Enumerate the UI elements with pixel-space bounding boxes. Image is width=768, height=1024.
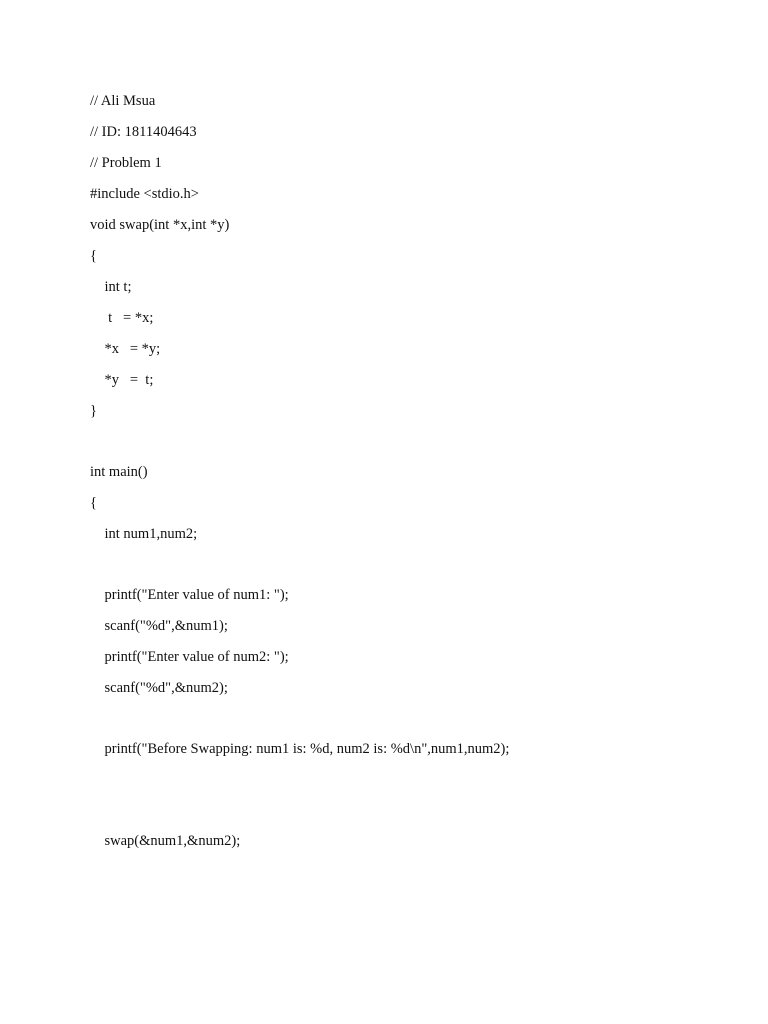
code-line-printf-before: printf("Before Swapping: num1 is: %d, num2 is: %d\n",num1,num2); [90, 741, 510, 757]
code-line-author: // Ali Msua [90, 93, 156, 109]
code-line-assign-t: t = *x; [90, 310, 154, 326]
code-line-printf-num2: printf("Enter value of num2: "); [90, 649, 289, 665]
code-line-include: #include <stdio.h> [90, 186, 199, 202]
code-line-problem: // Problem 1 [90, 155, 162, 171]
code-line-declare-nums: int num1,num2; [90, 526, 198, 542]
code-line-printf-num1: printf("Enter value of num1: "); [90, 587, 289, 603]
code-line-scanf-num2: scanf("%d",&num2); [90, 680, 228, 696]
code-line-main-open-brace: { [90, 495, 97, 511]
code-line-main-signature: int main() [90, 464, 148, 480]
code-line-scanf-num1: scanf("%d",&num1); [90, 618, 228, 634]
code-line-swap-call: swap(&num1,&num2); [90, 833, 241, 849]
code-line-open-brace: { [90, 248, 97, 264]
code-line-close-brace: } [90, 403, 97, 419]
code-line-id: // ID: 1811404643 [90, 124, 197, 140]
code-line-assign-y: *y = t; [90, 372, 154, 388]
code-line-assign-x: *x = *y; [90, 341, 161, 357]
code-line-swap-signature: void swap(int *x,int *y) [90, 217, 230, 233]
code-line-declare-t: int t; [90, 279, 132, 295]
